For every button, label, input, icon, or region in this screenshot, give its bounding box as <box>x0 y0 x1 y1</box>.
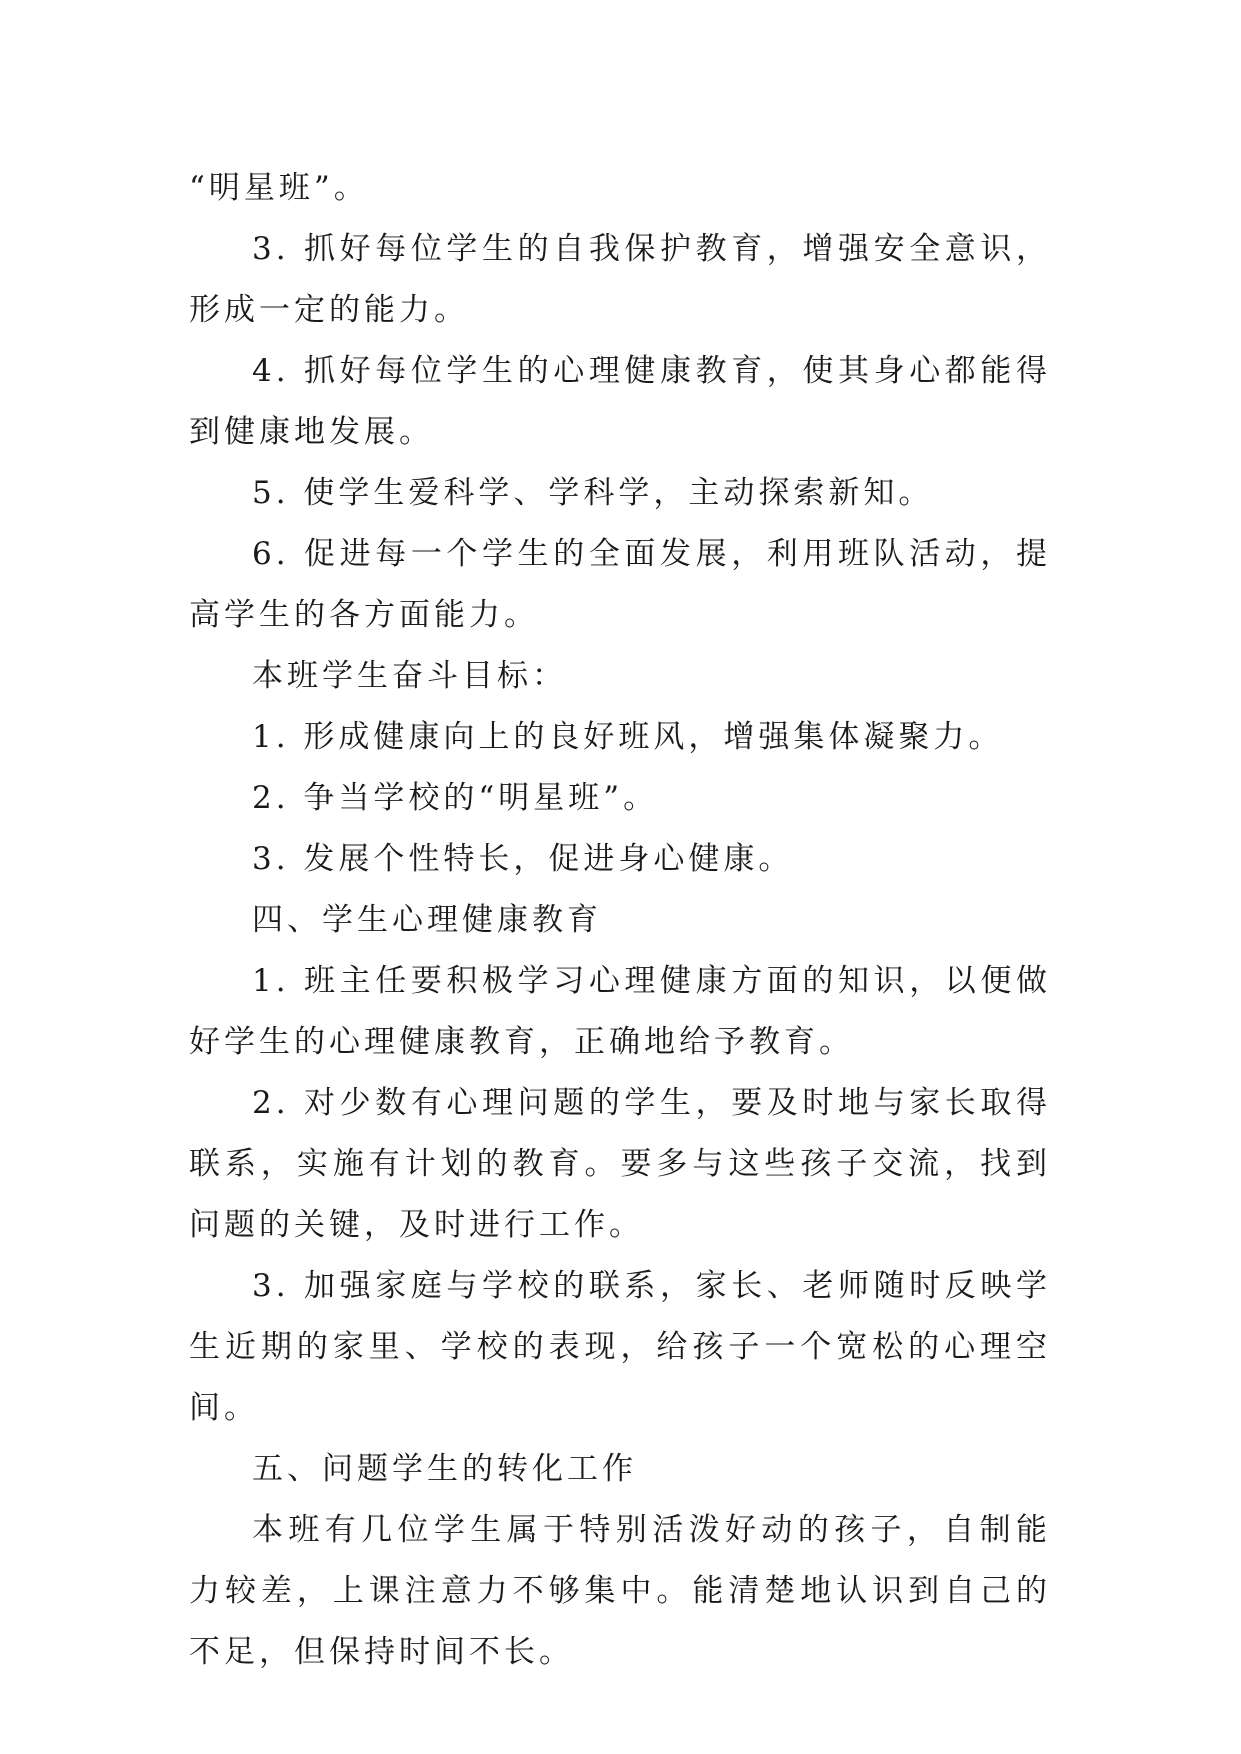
paragraph-problem-students: 本班有几位学生属于特别活泼好动的孩子，自制能力较差，上课注意力不够集中。能清楚地认识到自己的不足，但保持时间不长。 <box>189 1512 1051 1670</box>
paragraph-continuation: “明星班”。 <box>189 170 369 206</box>
paragraph-mental-health-3: 3. 加强家庭与学校的联系，家长、老师随时反映学生近期的家里、学校的表现，给孩子一个宽松的心理空间。 <box>189 1268 1051 1426</box>
section-heading-mental-health: 四、学生心理健康教育 <box>252 902 602 938</box>
paragraph-goal-4: 4. 抓好每位学生的心理健康教育，使其身心都能得到健康地发展。 <box>189 353 1051 450</box>
document-body <box>189 158 1051 1683</box>
paragraph-class-goals-heading: 本班学生奋斗目标： <box>252 658 567 694</box>
paragraph-class-goal-2: 2. 争当学校的“明星班”。 <box>252 780 659 816</box>
paragraph-goal-3: 3. 抓好每位学生的自我保护教育，增强安全意识，形成一定的能力。 <box>189 231 1051 328</box>
paragraph-class-goal-3: 3. 发展个性特长，促进身心健康。 <box>252 841 794 877</box>
paragraph-goal-5: 5. 使学生爱科学、学科学，主动探索新知。 <box>252 475 934 511</box>
paragraph-goal-6: 6. 促进每一个学生的全面发展，利用班队活动，提高学生的各方面能力。 <box>189 536 1051 633</box>
paragraph-mental-health-1: 1. 班主任要积极学习心理健康方面的知识，以便做好学生的心理健康教育，正确地给予教育。 <box>189 963 1051 1060</box>
paragraph-mental-health-2: 2. 对少数有心理问题的学生，要及时地与家长取得联系，实施有计划的教育。要多与这些孩子交流，找到问题的关键，及时进行工作。 <box>189 1085 1051 1243</box>
section-heading-problem-students: 五、问题学生的转化工作 <box>252 1451 637 1487</box>
paragraph-class-goal-1: 1. 形成健康向上的良好班风，增强集体凝聚力。 <box>252 719 1004 755</box>
